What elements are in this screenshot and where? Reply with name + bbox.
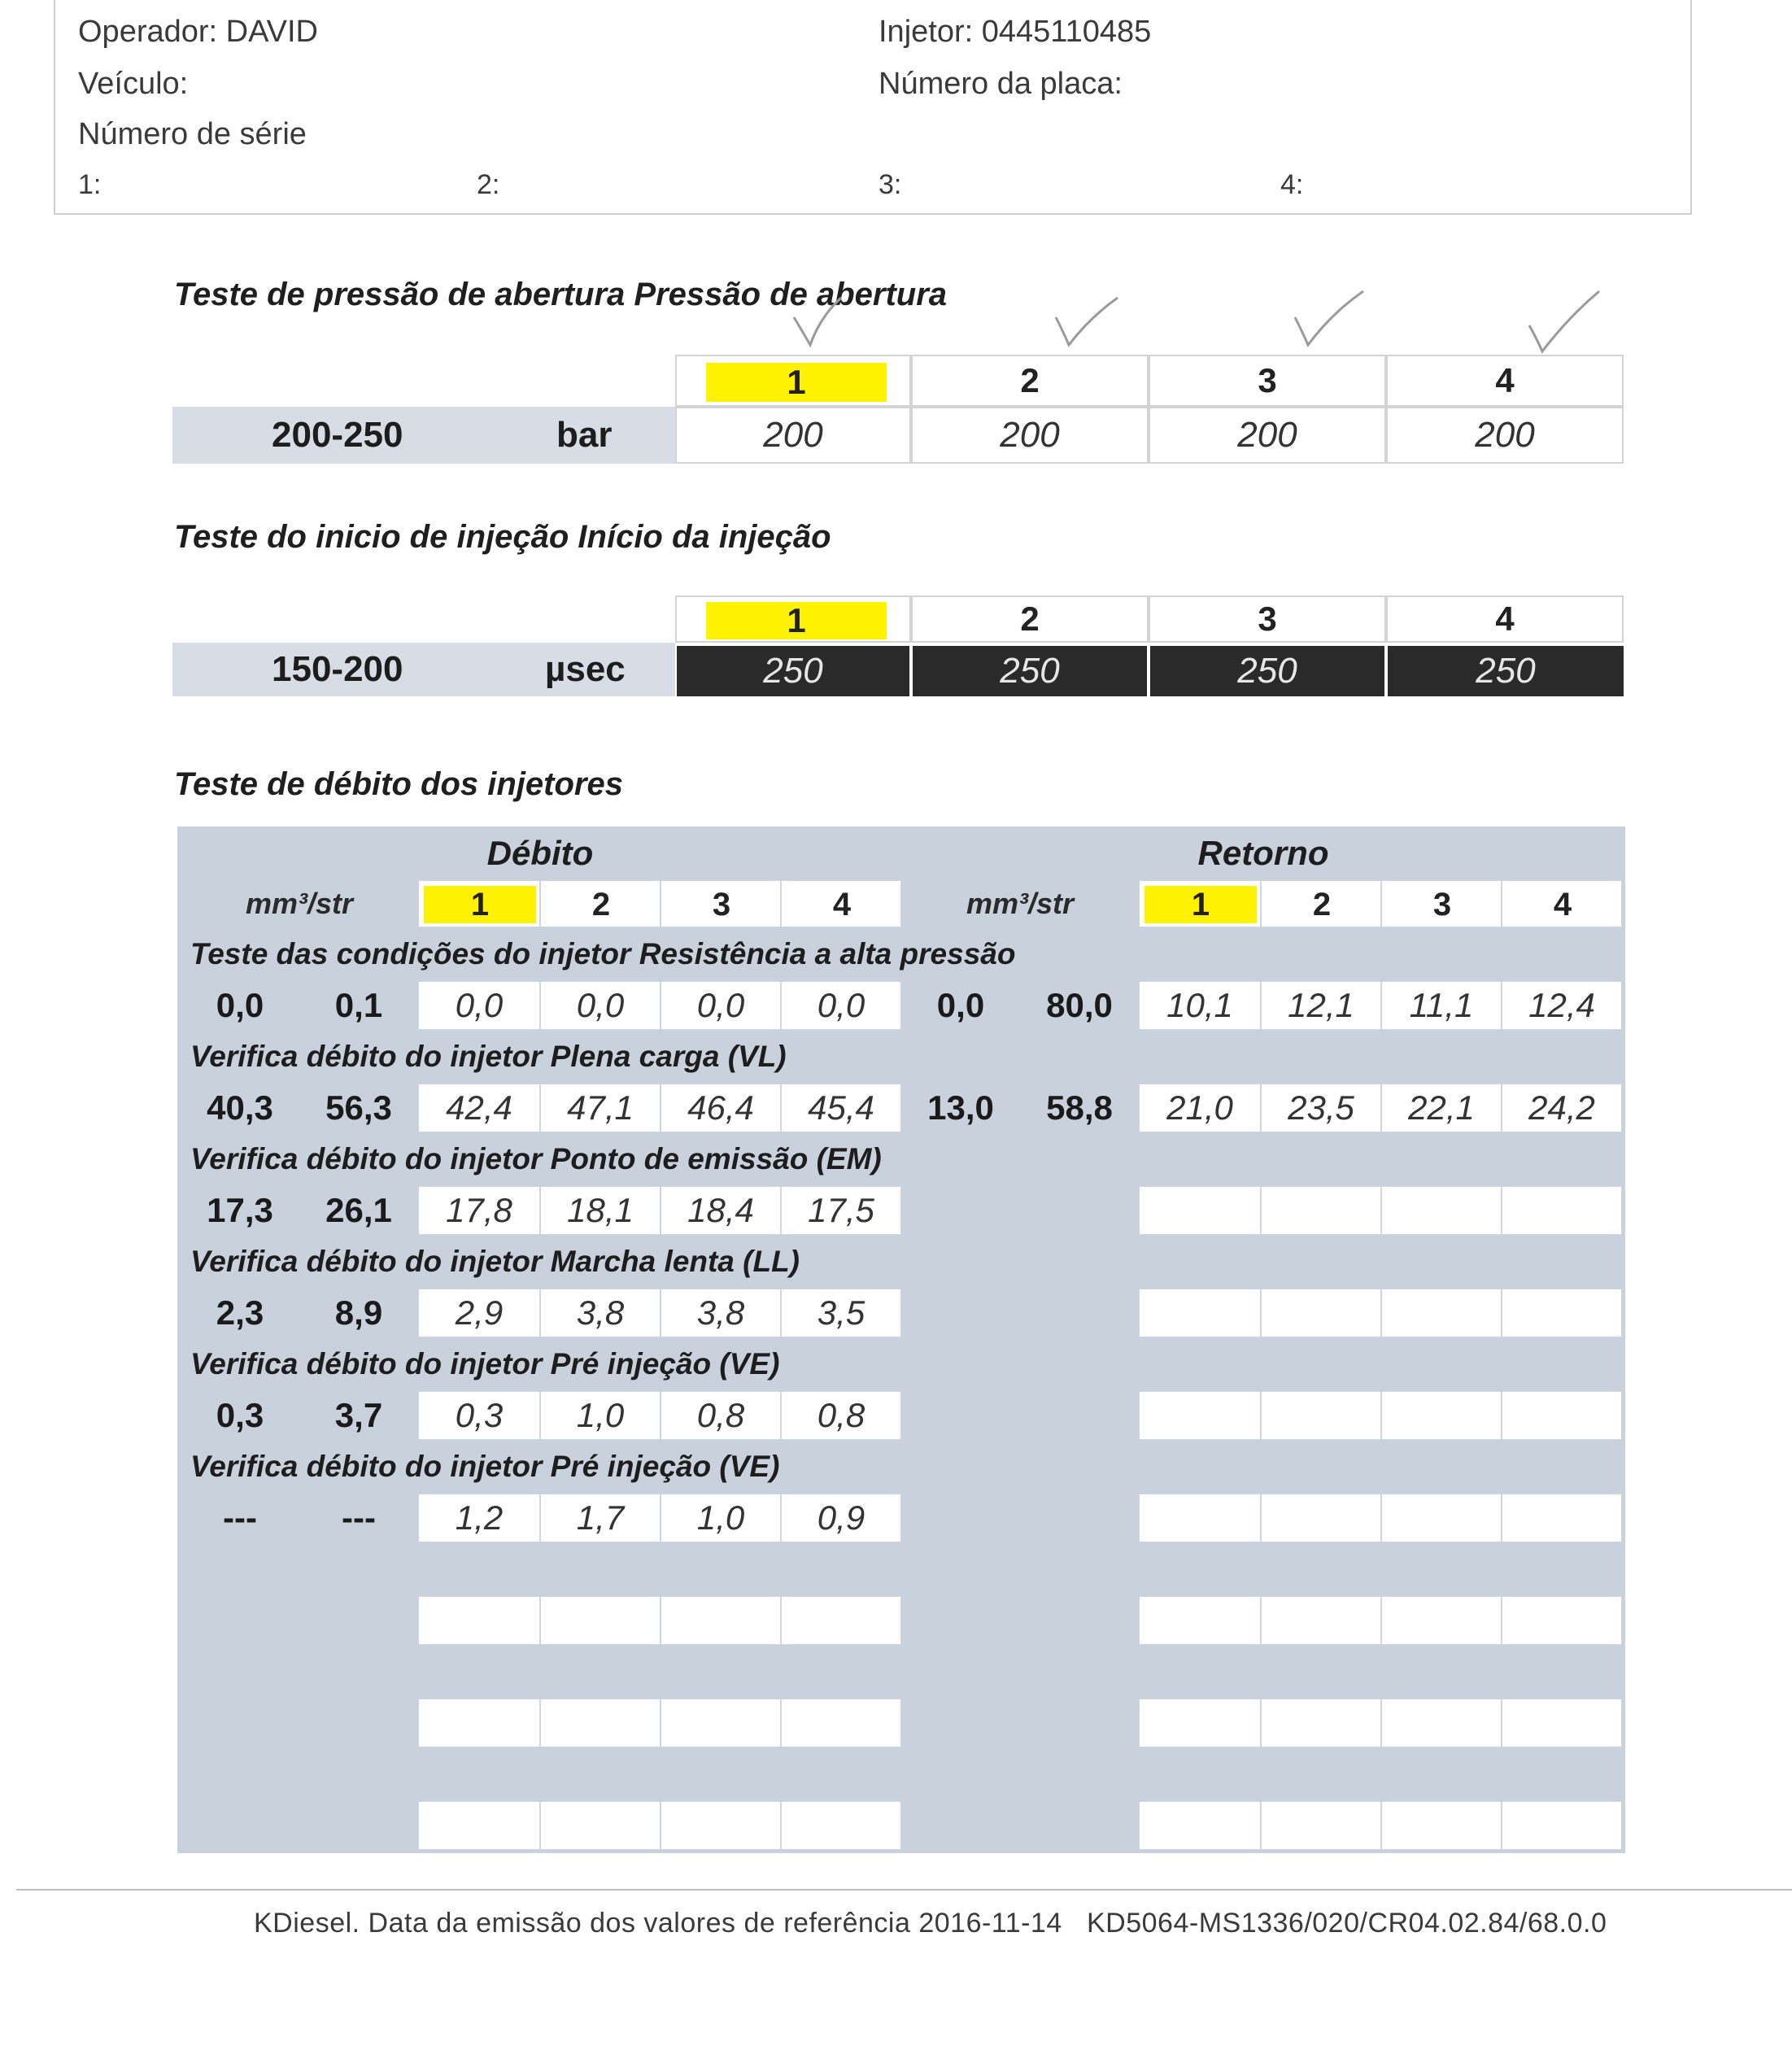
- return-col-3: [1381, 880, 1502, 927]
- return-col-4-label: 4: [1553, 886, 1572, 922]
- opening-unit: bar: [556, 415, 613, 455]
- flow-table: [177, 827, 1625, 1853]
- flow-row-title: Verifica débito do injetor Ponto de emissão (EM): [190, 1142, 882, 1175]
- debit-ref-cell: 0,0: [216, 986, 264, 1024]
- return-ref-cell: [901, 1186, 1020, 1235]
- debit-ref-cell: [299, 1596, 418, 1645]
- opening-value-1: 200: [675, 407, 911, 464]
- debit-col-3: [661, 880, 781, 927]
- debit-value-cell: 17,5: [781, 1186, 901, 1235]
- return-value-cell: [1261, 1494, 1381, 1542]
- return-value-cell: [1381, 1391, 1502, 1440]
- debit-value-cell: 1,0: [661, 1494, 781, 1542]
- return-value-cell: [1502, 1494, 1622, 1542]
- flow-test-title: Teste de débito dos injetores: [174, 766, 623, 802]
- debit-col-1: [418, 880, 540, 927]
- debit-value-cell: 45,4: [781, 1084, 901, 1132]
- return-value-cell: [1261, 1289, 1381, 1337]
- return-value-cell: [1502, 1289, 1622, 1337]
- debit-ref-cell: [299, 1801, 418, 1850]
- debit-ref-cell: 0,3: [216, 1396, 264, 1434]
- injection-range: 150-200: [272, 649, 403, 689]
- checkmark-icon: [1287, 285, 1368, 350]
- return-value-cell: 22,1: [1381, 1084, 1502, 1132]
- opening-col-4: 4: [1386, 355, 1624, 407]
- debit-ref-cell: 40,3: [207, 1088, 273, 1127]
- return-col-2: [1261, 880, 1381, 927]
- opening-range: 200-250: [272, 415, 403, 455]
- debit-value-cell: 1,0: [540, 1391, 661, 1440]
- opening-col-2: 2: [911, 355, 1149, 407]
- debit-value-cell: 0,0: [540, 981, 661, 1030]
- debit-value-cell: [661, 1699, 781, 1747]
- debit-value-cell: 0,0: [661, 981, 781, 1030]
- opening-spec-label: [172, 407, 675, 464]
- return-value-cell: [1261, 1596, 1381, 1645]
- flow-row-title: Verifica débito do injetor Pré injeção (VE): [190, 1450, 780, 1483]
- return-ref-cell: [1020, 1186, 1139, 1235]
- debit-header: Débito: [486, 834, 594, 872]
- debit-value-cell: [418, 1801, 540, 1850]
- injection-col-3: 3: [1149, 595, 1386, 643]
- injection-unit: µsec: [545, 649, 626, 689]
- debit-col-1-label: 1: [424, 886, 536, 923]
- injection-col-4: 4: [1386, 595, 1624, 643]
- debit-ref-cell: 26,1: [325, 1191, 392, 1229]
- return-ref-cell: [901, 1699, 1020, 1747]
- return-value-cell: [1139, 1391, 1261, 1440]
- return-ref-cell: [901, 1289, 1020, 1337]
- return-ref-cell: [1020, 1596, 1139, 1645]
- debit-value-cell: 0,8: [781, 1391, 901, 1440]
- return-ref-cell: [901, 1494, 1020, 1542]
- opening-value-2: 200: [911, 407, 1149, 464]
- debit-col-4: [781, 880, 901, 927]
- return-value-cell: [1139, 1186, 1261, 1235]
- debit-value-cell: 3,5: [781, 1289, 901, 1337]
- serial-slot-1: 1:: [78, 169, 102, 200]
- opening-value-3: 200: [1149, 407, 1386, 464]
- return-col-1: [1139, 880, 1261, 927]
- return-value-cell: [1381, 1596, 1502, 1645]
- return-ref-cell: [1020, 1391, 1139, 1440]
- debit-value-cell: [661, 1801, 781, 1850]
- flow-row-title: Teste das condições do injetor Resistência a alta pressão: [190, 937, 1016, 970]
- return-col-4: [1502, 880, 1622, 927]
- injector-label: Injetor: 0445110485: [879, 15, 1152, 49]
- return-value-cell: 21,0: [1139, 1084, 1261, 1132]
- debit-ref-cell: 0,1: [334, 986, 383, 1024]
- debit-ref-cell: [181, 1699, 299, 1747]
- return-value-cell: [1381, 1801, 1502, 1850]
- debit-ref-cell: [181, 1596, 299, 1645]
- debit-value-cell: [418, 1699, 540, 1747]
- debit-ref-cell: 2,3: [216, 1293, 264, 1332]
- return-ref-cell: [901, 1801, 1020, 1850]
- return-value-cell: 11,1: [1381, 981, 1502, 1030]
- flow-row-title: Verifica débito do injetor Marcha lenta (LL): [190, 1245, 800, 1278]
- return-value-cell: 24,2: [1502, 1084, 1622, 1132]
- debit-value-cell: [540, 1699, 661, 1747]
- debit-value-cell: 46,4: [661, 1084, 781, 1132]
- debit-value-cell: 17,8: [418, 1186, 540, 1235]
- return-ref-cell: 13,0: [927, 1088, 994, 1127]
- return-value-cell: 12,1: [1261, 981, 1381, 1030]
- return-value-cell: 23,5: [1261, 1084, 1381, 1132]
- debit-value-cell: 2,9: [418, 1289, 540, 1337]
- return-value-cell: [1381, 1494, 1502, 1542]
- debit-value-cell: [540, 1801, 661, 1850]
- serial-slot-3: 3:: [879, 169, 902, 200]
- plate-label: Número da placa:: [879, 67, 1123, 101]
- return-ref-cell: [1020, 1494, 1139, 1542]
- debit-ref-cell: [299, 1699, 418, 1747]
- return-value-cell: [1261, 1699, 1381, 1747]
- debit-value-cell: [781, 1801, 901, 1850]
- debit-value-cell: 42,4: [418, 1084, 540, 1132]
- return-value-cell: [1502, 1801, 1622, 1850]
- footer-code: KD5064-MS1336/020/CR04.02.84/68.0.0: [1087, 1908, 1607, 1939]
- return-value-cell: [1502, 1596, 1622, 1645]
- debit-ref-cell: ---: [223, 1498, 257, 1537]
- return-value-cell: 12,4: [1502, 981, 1622, 1030]
- return-value-cell: [1381, 1699, 1502, 1747]
- return-value-cell: 10,1: [1139, 981, 1261, 1030]
- injection-col-1-label: 1: [706, 602, 887, 639]
- debit-value-cell: 1,2: [418, 1494, 540, 1542]
- flow-row-title: Verifica débito do injetor Plena carga (VL): [190, 1040, 787, 1073]
- return-ref-cell: 80,0: [1046, 986, 1113, 1024]
- vehicle-label: Veículo:: [78, 67, 189, 101]
- return-col-1-label: 1: [1145, 886, 1257, 923]
- return-col-2-label: 2: [1312, 886, 1332, 922]
- return-value-cell: [1139, 1289, 1261, 1337]
- return-value-cell: [1139, 1596, 1261, 1645]
- injection-value-4: 250: [1388, 646, 1624, 696]
- opening-col-1-label: 1: [706, 363, 887, 402]
- debit-ref-cell: 8,9: [334, 1293, 383, 1332]
- return-value-cell: [1381, 1186, 1502, 1235]
- debit-ref-cell: [181, 1801, 299, 1850]
- debit-value-cell: 18,4: [661, 1186, 781, 1235]
- opening-value-4: 200: [1386, 407, 1624, 464]
- return-ref-cell: [1020, 1699, 1139, 1747]
- injection-col-1: [675, 595, 911, 643]
- injection-spec-label: [172, 643, 675, 696]
- return-value-cell: [1139, 1801, 1261, 1850]
- return-ref-cell: 58,8: [1046, 1088, 1113, 1127]
- debit-value-cell: 0,0: [418, 981, 540, 1030]
- return-ref-cell: [901, 1596, 1020, 1645]
- debit-unit: mm³/str: [245, 887, 354, 920]
- return-value-cell: [1381, 1289, 1502, 1337]
- serial-slot-4: 4:: [1280, 169, 1304, 200]
- debit-value-cell: 3,8: [661, 1289, 781, 1337]
- debit-ref-cell: 17,3: [207, 1191, 273, 1229]
- flow-row-title: Verifica débito do injetor Pré injeção (VE): [190, 1347, 780, 1380]
- return-unit: mm³/str: [966, 887, 1075, 920]
- checkmark-icon: [1521, 285, 1602, 358]
- return-ref-cell: [1020, 1801, 1139, 1850]
- debit-value-cell: [781, 1596, 901, 1645]
- return-header: Retorno: [1197, 834, 1329, 872]
- return-ref-cell: 0,0: [936, 986, 985, 1024]
- debit-ref-cell: 56,3: [325, 1088, 392, 1127]
- debit-value-cell: 0,0: [781, 981, 901, 1030]
- return-value-cell: [1261, 1186, 1381, 1235]
- footer-text: KDiesel. Data da emissão dos valores de referência 2016-11-14: [254, 1908, 1062, 1939]
- debit-col-3-label: 3: [712, 886, 731, 922]
- return-value-cell: [1502, 1699, 1622, 1747]
- debit-ref-cell: ---: [342, 1498, 376, 1537]
- return-value-cell: [1139, 1699, 1261, 1747]
- debit-col-4-label: 4: [832, 886, 852, 922]
- opening-col-1: [675, 355, 911, 407]
- debit-value-cell: [540, 1596, 661, 1645]
- return-value-cell: [1261, 1391, 1381, 1440]
- return-col-3-label: 3: [1432, 886, 1452, 922]
- debit-col-2: [540, 880, 661, 927]
- serial-label: Número de série: [78, 117, 307, 151]
- debit-value-cell: 0,9: [781, 1494, 901, 1542]
- debit-value-cell: 0,8: [661, 1391, 781, 1440]
- checkmark-icon: [1049, 293, 1123, 350]
- return-value-cell: [1139, 1494, 1261, 1542]
- return-value-cell: [1502, 1391, 1622, 1440]
- debit-value-cell: [781, 1699, 901, 1747]
- return-value-cell: [1261, 1801, 1381, 1850]
- serial-slot-2: 2:: [477, 169, 500, 200]
- opening-col-3: 3: [1149, 355, 1386, 407]
- footer-divider: [16, 1889, 1792, 1891]
- injection-value-1: 250: [677, 646, 909, 696]
- return-ref-cell: [901, 1391, 1020, 1440]
- debit-value-cell: 0,3: [418, 1391, 540, 1440]
- return-value-cell: [1502, 1186, 1622, 1235]
- debit-value-cell: 3,8: [540, 1289, 661, 1337]
- debit-value-cell: 1,7: [540, 1494, 661, 1542]
- injection-value-2: 250: [913, 646, 1147, 696]
- operator-label: Operador: DAVID: [78, 15, 318, 49]
- debit-ref-cell: 3,7: [334, 1396, 383, 1434]
- injection-value-3: 250: [1150, 646, 1384, 696]
- checkmark-icon: [787, 293, 844, 350]
- debit-col-2-label: 2: [591, 886, 611, 922]
- opening-test-title: Teste de pressão de abertura Pressão de abertura: [174, 277, 948, 312]
- debit-value-cell: [418, 1596, 540, 1645]
- debit-value-cell: [661, 1596, 781, 1645]
- injection-col-2: 2: [911, 595, 1149, 643]
- header-box: [54, 0, 1692, 215]
- return-ref-cell: [1020, 1289, 1139, 1337]
- debit-value-cell: 47,1: [540, 1084, 661, 1132]
- injection-start-title: Teste do inicio de injeção Início da injeção: [174, 519, 831, 555]
- debit-value-cell: 18,1: [540, 1186, 661, 1235]
